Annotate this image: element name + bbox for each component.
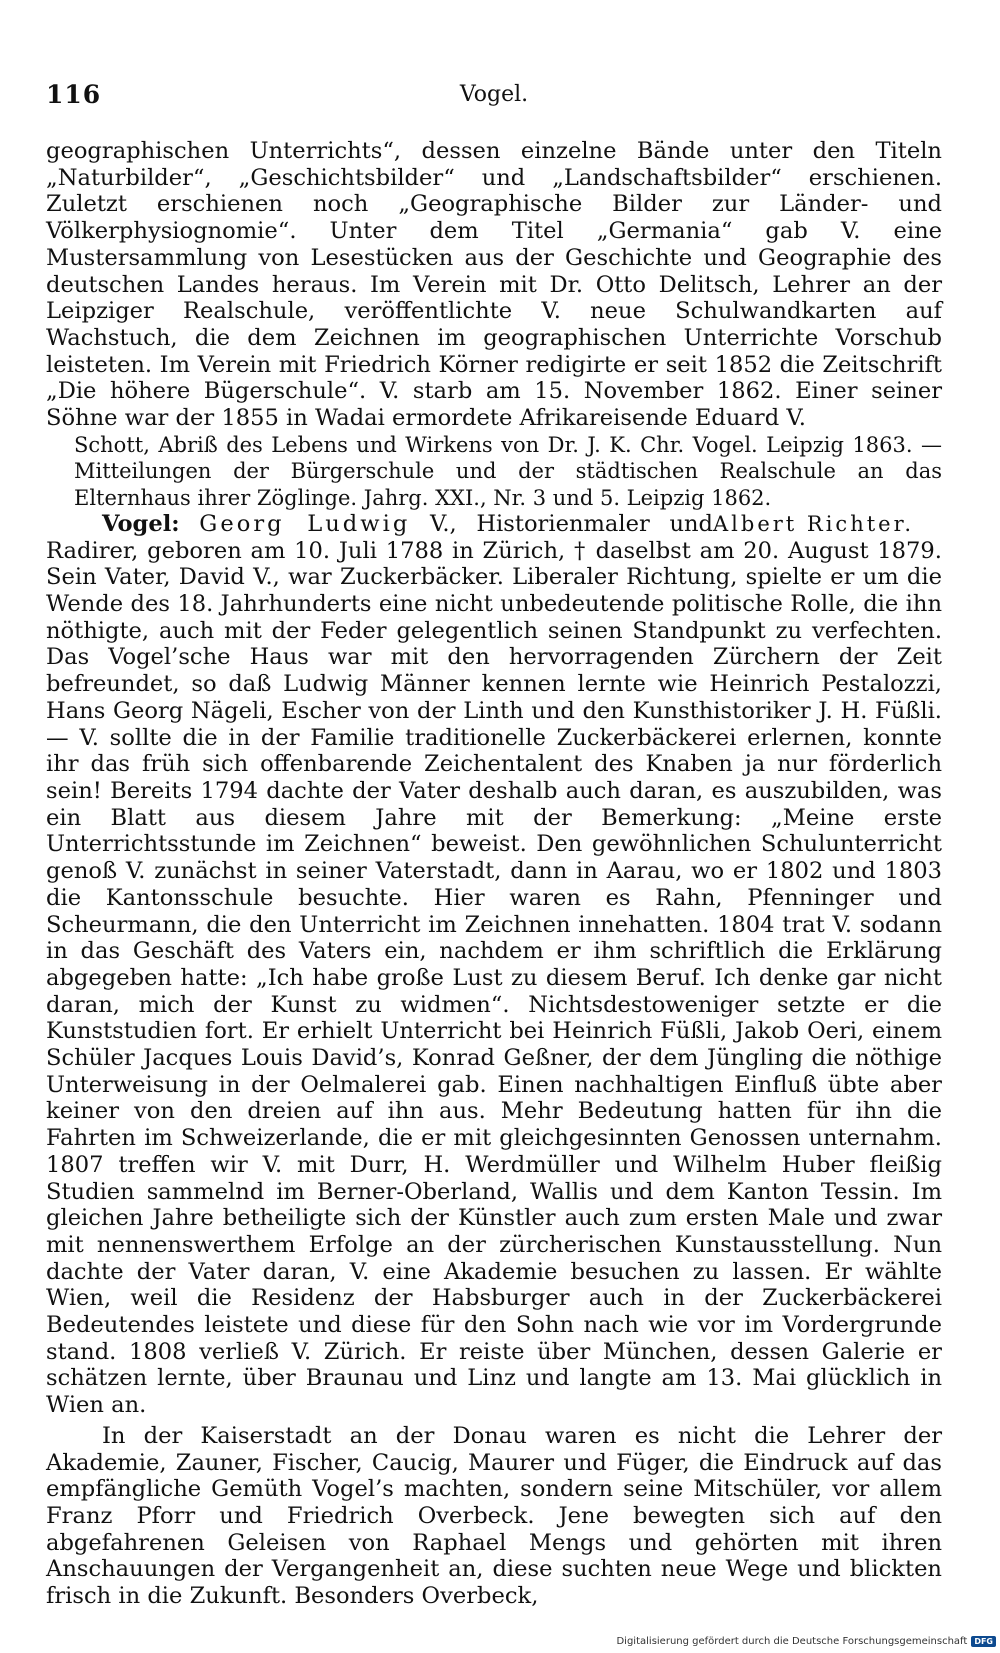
article-author: Albert Richter. [713, 511, 914, 536]
paragraph-continuation: geographischen Unterrichts“, dessen einzelne Bände unter den Titeln „Naturbilder“, „Geschichtsbilder“ und „Landschaftsbilder“ erschienen. Zuletzt erschienen noch „Geographische Bilder zur Länder- und Völkerphysiognomie“. Unter dem Titel „Germania“ gab V. eine Mustersammlung von Lesestücken aus der Geschichte und Geographie des deutschen Landes heraus. Im Verein mit Dr. Otto Delitsch, Lehrer an der Leipziger Realschule, veröffentlichte V. neue Schulwandkarten auf Wachstuch, die dem Zeichnen im geographischen Unterrichte Vorschub leisteten. Im Verein mit Friedrich Körner redigirte er seit 1852 die Zeitschrift „Die höhere Bügerschule“. V. starb am 15. November 1862. Einer seiner Söhne war der 1855 in Wadai ermordete Afrikareisende Eduard V. [46, 138, 942, 432]
page-header [46, 80, 942, 120]
article-body [46, 138, 942, 1610]
dfg-logo: DFG [971, 1636, 996, 1647]
digitization-credit: Digitalisierung gefördert durch die Deutsche Forschungsgemeinschaft [616, 1636, 968, 1647]
page-number: 116 [46, 80, 102, 109]
entry-text: V., Historienmaler und Radirer, geboren am 10. Juli 1788 in Zürich, † daselbst am 20. August 1879. Sein Vater, David V., war Zuckerbäcker. Liberaler Richtung, spielte er um die Wende des 18. Jahrhunderts eine nicht unbedeutende politische Rolle, die ihn nöthigte, auch mit der Feder gelegentlich seinen Standpunkt zu verfechten. Das Vogel’sche Haus war mit den hervorragenden Zürchern der Zeit befreundet, so daß Ludwig Männer kennen lernte wie Heinrich Pestalozzi, Hans Georg Nägeli, Escher von der Linth und den Kunsthistoriker J. H. Füßli. — V. sollte die in der Familie traditionelle Zuckerbäckerei erlernen, konnte ihr das früh sich offenbarende Zeichentalent des Knaben ja nur förderlich sein! Bereits 1794 dachte der Vater deshalb auch daran, es auszubilden, was ein Blatt aus diesem Jahre mit der Bemerkung: „Meine erste Unterrichtsstunde im Zeichnen“ beweist. Den gewöhnlichen Schulunterricht genoß V. zunächst in seiner Vaterstadt, dann in Aarau, wo er 1802 und 1803 die Kantonsschule besuchte. Hier waren es Rahn, Pfenninger und Scheurmann, die den Unterricht im Zeichnen innehatten. 1804 trat V. sodann in das Geschäft des Vaters ein, nachdem er ihm schriftlich die Erklärung abgegeben hatte: „Ich habe große Lust zu diesem Beruf. Ich denke gar nicht daran, mich der Kunst zu widmen“. Nichtsdestoweniger setzte er die Kunststudien fort. Er erhielt Unterricht bei Heinrich Füßli, Jakob Oeri, einem Schüler Jacques Louis David’s, Konrad Geßner, der dem Jüngling die nöthige Unterweisung in der Oelmalerei gab. Einen nachhaltigen Einfluß übte aber keiner von den dreien auf ihn aus. Mehr Bedeutung hatten für ihn die Fahrten im Schweizerlande, die er mit gleichgesinnten Genossen unternahm. 1807 treffen wir V. mit Durr, H. Werdmüller und Wilhelm Huber fleißig Studien sammelnd im Berner-Oberland, Wallis und dem Kanton Tessin. Im gleichen Jahre betheiligte sich der Künstler auch zum ersten Male und zwar mit nennenswerthem Erfolge an der zürcherischen Kunstausstellung. Nun dachte der Vater daran, V. eine Akademie besuchen zu lassen. Er wählte Wien, weil die Residenz der Habsburger auch in der Zuckerbäckerei Bedeutendes leistete und diese für den Sohn nach wie vor im Vordergrunde stand. 1808 verließ V. Zürich. Er reiste über München, dessen Galerie er schätzen lernte, über Braunau und Linz und langte am 13. Mai glücklich in Wien an. [46, 510, 942, 1419]
running-title: Vogel. [459, 82, 529, 107]
lemma-heading: Vogel: [102, 510, 180, 537]
paragraph-vogel-entry [46, 511, 942, 1419]
lemma-given-names: Georg Ludwig [199, 510, 411, 537]
page-footer [616, 1636, 996, 1647]
references-text: Schott, Abriß des Lebens und Wirkens von Dr. J. K. Chr. Vogel. Leipzig 1863. — Mitteilungen der Bürgerschule und der städtischen Realschule an das Elternhaus ihrer Zöglinge. Jahrg. XXI., Nr. 3 und 5. Leipzig 1862. [74, 432, 942, 510]
paragraph-vienna: In der Kaiserstadt an der Donau waren es nicht die Lehrer der Akademie, Zauner, Fischer, Caucig, Maurer und Füger, die Eindruck auf das empfängliche Gemüth Vogel’s machten, sondern seine Mitschüler, vor allem Franz Pforr und Friedrich Overbeck. Jene bewegten sich auf den abgefahrenen Geleisen von Raphael Mengs und gehörten mit ihren Anschauungen der Vergangenheit an, diese suchten neue Wege und blickten frisch in die Zukunft. Besonders Overbeck, [46, 1422, 942, 1610]
